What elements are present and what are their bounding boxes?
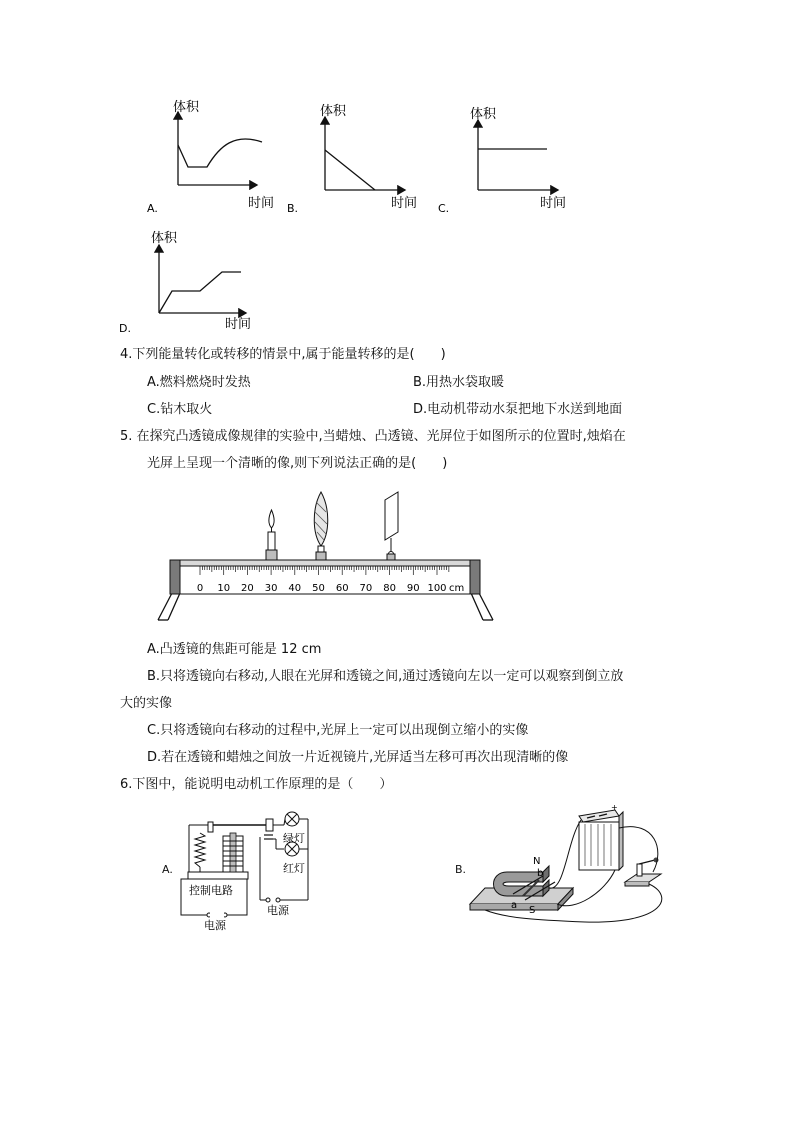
magnet-s-label: S bbox=[529, 905, 536, 916]
relay-circuit bbox=[180, 805, 320, 933]
graph-b-x-label: 时间 bbox=[391, 196, 418, 211]
ruler-tick-label: 40 bbox=[288, 583, 302, 594]
ruler-tick-label: 60 bbox=[335, 583, 349, 594]
motor-apparatus bbox=[465, 800, 677, 928]
convex-lens bbox=[314, 492, 328, 560]
q5-option-a: A.凸透镜的焦距可能是 12 cm bbox=[147, 642, 322, 657]
q5-stem-line1: 5. 在探究凸透镜成像规律的实验中,当蜡烛、凸透镜、光屏位于如图所示的位置时,烛焰在 bbox=[120, 429, 626, 444]
candle bbox=[266, 510, 277, 560]
graph-d-line bbox=[159, 272, 241, 313]
graph-b-letter: B. bbox=[287, 202, 299, 215]
optical-bench bbox=[150, 488, 500, 626]
magnet-n-label: N bbox=[533, 856, 541, 867]
graph-b-y-label: 体积 bbox=[320, 104, 347, 119]
q5-stem-line2: 光屏上呈现一个清晰的像,则下列说法正确的是( ) bbox=[147, 456, 448, 471]
lamp-power-terminal-right bbox=[276, 898, 280, 902]
relay-spring bbox=[195, 833, 205, 867]
q5-option-b-line2: 大的实像 bbox=[120, 696, 173, 711]
q5-option-d: D.若在透镜和蜡烛之间放一片近视镜片,光屏适当左移可再次出现清晰的像 bbox=[147, 750, 569, 765]
ruler-tick-label: 80 bbox=[383, 583, 396, 594]
graph-a-x-label: 时间 bbox=[248, 196, 275, 211]
q6-option-b-letter: B. bbox=[455, 863, 467, 876]
graph-b bbox=[285, 95, 425, 220]
red-lamp-label: 红灯 bbox=[283, 862, 305, 875]
ruler-tick-label: 70 bbox=[359, 583, 373, 594]
lamp-power-terminal-left bbox=[266, 898, 270, 902]
q4-option-d: D.电动机带动水泵把地下水送到地面 bbox=[413, 402, 623, 417]
ruler-tick-label: 90 bbox=[406, 583, 420, 594]
q6-option-a-letter: A. bbox=[162, 863, 173, 876]
graph-d-letter: D. bbox=[119, 322, 131, 335]
ruler-unit: cm bbox=[449, 583, 465, 594]
q5-option-b-line1: B.只将透镜向右移动,人眼在光屏和透镜之间,通过透镜向左以一定可以观察到倒立放 bbox=[147, 669, 624, 684]
q4-option-c: C.钻木取火 bbox=[147, 402, 213, 417]
bench-rail-top bbox=[180, 560, 470, 566]
green-lamp-label: 绿灯 bbox=[283, 832, 305, 845]
bench-left-block bbox=[170, 560, 180, 594]
graph-d-x-label: 时间 bbox=[225, 317, 252, 332]
graph-a-letter: A. bbox=[147, 202, 158, 215]
graph-d bbox=[116, 225, 266, 337]
green-lamp bbox=[285, 812, 299, 826]
graph-c-y-label: 体积 bbox=[470, 107, 497, 122]
battery bbox=[579, 803, 623, 870]
electromagnet-coil bbox=[223, 833, 243, 872]
graph-a-y-label: 体积 bbox=[173, 100, 200, 115]
graph-a-curve bbox=[178, 139, 262, 167]
svg-text:+: + bbox=[611, 803, 618, 812]
rod-a-label: a bbox=[511, 900, 518, 911]
relay-base bbox=[188, 872, 248, 879]
q4-option-b: B.用热水袋取暖 bbox=[413, 375, 505, 390]
graph-b-line bbox=[325, 150, 375, 190]
graph-c-x-label: 时间 bbox=[540, 196, 567, 211]
light-screen bbox=[385, 492, 398, 560]
q5-option-c: C.只将透镜向右移动的过程中,光屏上一定可以出现倒立缩小的实像 bbox=[147, 723, 529, 738]
ruler-tick-label: 100 bbox=[427, 583, 447, 594]
ruler-tick-label: 30 bbox=[264, 583, 278, 594]
ruler-tick-label: 20 bbox=[241, 583, 254, 594]
q4-stem: 4.下列能量转化或转移的情景中,属于能量转移的是( ) bbox=[120, 347, 446, 362]
graph-a bbox=[145, 95, 275, 220]
bench-right-block bbox=[470, 560, 480, 594]
control-circuit-label: 控制电路 bbox=[189, 884, 233, 897]
knife-switch bbox=[625, 858, 661, 887]
ruler-tick-label: 10 bbox=[217, 583, 231, 594]
graph-c bbox=[436, 98, 576, 220]
lamp-power-label: 电源 bbox=[267, 904, 289, 917]
graph-d-y-label: 体积 bbox=[151, 231, 178, 246]
graph-c-letter: C. bbox=[438, 202, 450, 215]
ruler-tick-label: 50 bbox=[312, 583, 325, 594]
q6-stem: 6.下图中，能说明电动机工作原理的是（ ） bbox=[120, 777, 393, 792]
q4-option-a: A.燃料燃烧时发热 bbox=[147, 375, 251, 390]
ruler-tick-label: 0 bbox=[196, 583, 204, 594]
rod-b-label: b bbox=[537, 868, 544, 879]
control-power-label: 电源 bbox=[204, 919, 226, 932]
